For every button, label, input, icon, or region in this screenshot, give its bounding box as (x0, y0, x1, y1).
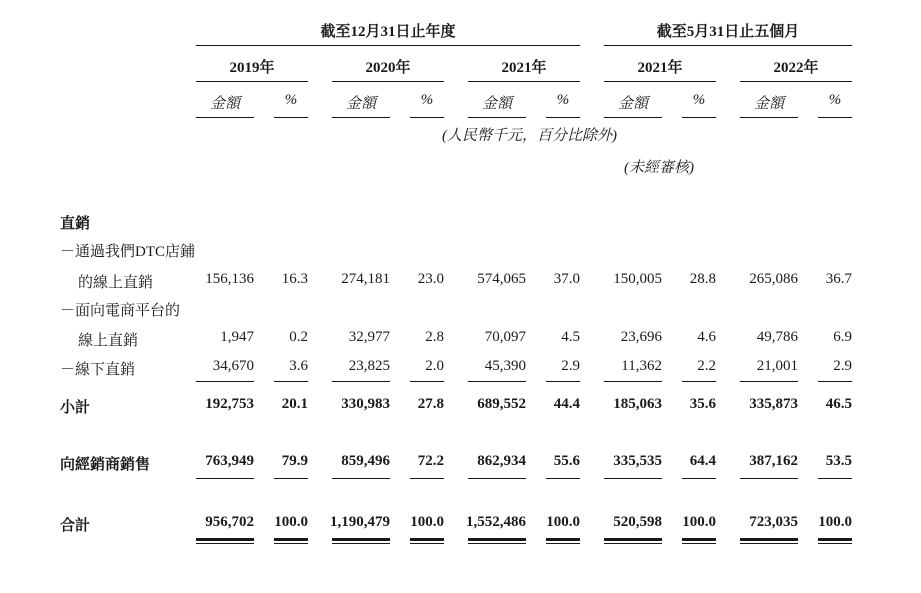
cell-percent: 100.0 (682, 514, 716, 530)
cell-percent: 20.1 (281, 396, 308, 412)
percent-header: % (420, 92, 434, 108)
group-header-five-months: 截至5月31日止五個月 (656, 24, 800, 40)
cell-amount: 185,063 (613, 396, 662, 412)
row-label-distributors: 向經銷商銷售 (60, 457, 151, 473)
row-label-total: 合計 (60, 518, 91, 534)
cell-amount: 335,873 (749, 396, 798, 412)
cell-amount: 274,181 (341, 271, 390, 287)
cell-percent: 46.5 (825, 396, 852, 412)
total-double-rule (196, 538, 254, 544)
year-underline (332, 81, 444, 82)
cell-percent: 100.0 (410, 514, 444, 530)
cell-percent: 100.0 (274, 514, 308, 530)
total-double-rule (332, 538, 390, 544)
cell-percent: 28.8 (689, 271, 716, 287)
cell-amount: 70,097 (484, 329, 526, 345)
year-header: 2019年 (229, 60, 275, 76)
total-rule (740, 478, 798, 479)
cell-percent: 64.4 (689, 453, 716, 469)
year-underline (740, 81, 852, 82)
amount-header: 金額 (481, 96, 512, 112)
row-label-subtotal: 小計 (60, 400, 91, 416)
row-label: 的線上直銷 (78, 275, 154, 291)
cell-percent: 16.3 (281, 271, 308, 287)
row-label-direct-sales: 直銷 (60, 216, 91, 232)
total-double-rule (468, 538, 526, 544)
total-rule (682, 478, 716, 479)
total-rule (410, 478, 444, 479)
cell-amount: 23,825 (348, 358, 390, 374)
sub-underline (410, 117, 444, 118)
group-header-year-end: 截至12月31日止年度 (320, 24, 456, 40)
cell-percent: 0.2 (289, 329, 308, 345)
total-double-rule (604, 538, 662, 544)
cell-amount: 330,983 (341, 396, 390, 412)
cell-percent: 2.2 (697, 358, 716, 374)
total-rule (604, 478, 662, 479)
cell-amount: 387,162 (749, 453, 798, 469)
cell-percent: 35.6 (689, 396, 716, 412)
subtotal-rule (410, 381, 444, 382)
row-label: 線上直銷 (78, 333, 139, 349)
cell-percent: 6.9 (833, 329, 852, 345)
sub-underline (818, 117, 852, 118)
cell-amount: 574,065 (477, 271, 526, 287)
cell-percent: 4.6 (697, 329, 716, 345)
cell-amount: 49,786 (756, 329, 798, 345)
total-rule (196, 478, 254, 479)
cell-amount: 192,753 (205, 396, 254, 412)
cell-amount: 723,035 (749, 514, 798, 530)
subtotal-rule (682, 381, 716, 382)
subtotal-rule (332, 381, 390, 382)
unit-note: (人民幣千元，百分比除外) (442, 128, 617, 144)
cell-amount: 859,496 (341, 453, 390, 469)
total-double-rule (274, 538, 308, 544)
row-label: －通過我們DTC店鋪 (60, 244, 196, 260)
cell-percent: 37.0 (553, 271, 580, 287)
cell-percent: 53.5 (825, 453, 852, 469)
subtotal-rule (818, 381, 852, 382)
total-double-rule (546, 538, 580, 544)
cell-amount: 23,696 (620, 329, 662, 345)
total-rule (274, 478, 308, 479)
cell-amount: 156,136 (205, 271, 254, 287)
cell-amount: 1,190,479 (330, 514, 390, 530)
amount-header: 金額 (345, 96, 376, 112)
cell-percent: 23.0 (417, 271, 444, 287)
year-header: 2020年 (365, 60, 411, 76)
total-rule (332, 478, 390, 479)
cell-amount: 21,001 (756, 358, 798, 374)
cell-amount: 763,949 (205, 453, 254, 469)
row-label: －線下直銷 (60, 362, 136, 378)
sub-underline (546, 117, 580, 118)
year-underline (468, 81, 580, 82)
percent-header: % (828, 92, 842, 108)
year-header: 2021年 (501, 60, 547, 76)
cell-percent: 100.0 (546, 514, 580, 530)
amount-header: 金額 (753, 96, 784, 112)
cell-percent: 100.0 (818, 514, 852, 530)
sub-underline (196, 117, 254, 118)
sub-underline (468, 117, 526, 118)
year-header: 2022年 (773, 60, 819, 76)
total-double-rule (410, 538, 444, 544)
audit-note: (未經審核) (624, 160, 694, 176)
cell-percent: 36.7 (825, 271, 852, 287)
subtotal-rule (546, 381, 580, 382)
subtotal-rule (740, 381, 798, 382)
total-double-rule (818, 538, 852, 544)
cell-amount: 11,362 (621, 358, 662, 374)
year-header: 2021年 (637, 60, 683, 76)
total-rule (818, 478, 852, 479)
cell-percent: 2.8 (425, 329, 444, 345)
cell-amount: 1,947 (220, 329, 254, 345)
total-rule (468, 478, 526, 479)
cell-amount: 1,552,486 (466, 514, 526, 530)
sub-underline (604, 117, 662, 118)
cell-amount: 956,702 (205, 514, 254, 530)
subtotal-rule (604, 381, 662, 382)
cell-amount: 34,670 (212, 358, 254, 374)
cell-amount: 520,598 (613, 514, 662, 530)
cell-percent: 27.8 (417, 396, 444, 412)
subtotal-rule (274, 381, 308, 382)
cell-amount: 45,390 (484, 358, 526, 374)
cell-amount: 689,552 (477, 396, 526, 412)
group-underline (196, 45, 580, 46)
cell-percent: 79.9 (281, 453, 308, 469)
cell-amount: 150,005 (613, 271, 662, 287)
cell-amount: 862,934 (477, 453, 526, 469)
cell-percent: 55.6 (553, 453, 580, 469)
sub-underline (740, 117, 798, 118)
percent-header: % (284, 92, 298, 108)
amount-header: 金額 (617, 96, 648, 112)
percent-header: % (556, 92, 570, 108)
year-underline (196, 81, 308, 82)
cell-percent: 4.5 (561, 329, 580, 345)
row-label: －面向電商平台的 (60, 303, 181, 319)
total-rule (546, 478, 580, 479)
sub-underline (682, 117, 716, 118)
cell-percent: 2.0 (425, 358, 444, 374)
sub-underline (332, 117, 390, 118)
cell-percent: 44.4 (553, 396, 580, 412)
total-double-rule (740, 538, 798, 544)
total-double-rule (682, 538, 716, 544)
cell-amount: 265,086 (749, 271, 798, 287)
group-underline (604, 45, 852, 46)
sub-underline (274, 117, 308, 118)
cell-percent: 3.6 (289, 358, 308, 374)
percent-header: % (692, 92, 706, 108)
subtotal-rule (196, 381, 254, 382)
cell-amount: 335,535 (613, 453, 662, 469)
cell-percent: 2.9 (833, 358, 852, 374)
year-underline (604, 81, 716, 82)
cell-percent: 72.2 (417, 453, 444, 469)
subtotal-rule (468, 381, 526, 382)
amount-header: 金額 (209, 96, 240, 112)
cell-percent: 2.9 (561, 358, 580, 374)
cell-amount: 32,977 (348, 329, 390, 345)
